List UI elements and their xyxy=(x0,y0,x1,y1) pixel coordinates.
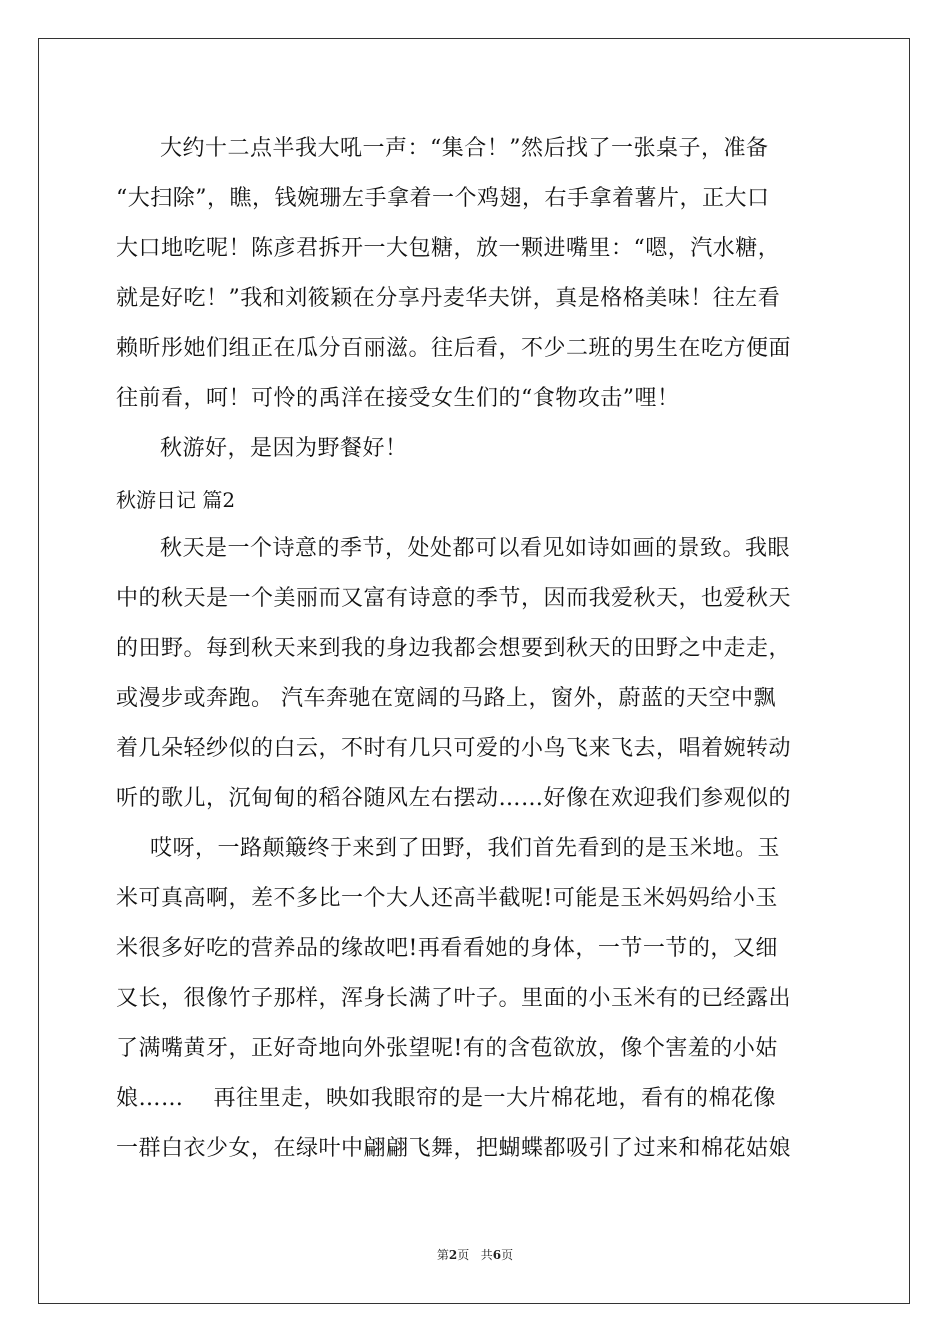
page-prefix: 第 xyxy=(436,1248,449,1262)
text-line: 往前看，呵！可怜的禹洋在接受女生们的“食物攻击”哩！ xyxy=(116,386,680,411)
text-line: 着几朵轻纱似的白云，不时有几只可爱的小鸟飞来飞去，唱着婉转动 xyxy=(116,736,792,761)
page-suffix: 页 xyxy=(457,1248,470,1262)
text-line: 大约十二点半我大吼一声：“集合！”然后找了一张桌子，准备 xyxy=(160,136,769,161)
text-line: 米可真高啊，差不多比一个大人还高半截呢!可能是玉米妈妈给小玉 xyxy=(116,886,778,911)
text-line: 大口地吃呢！陈彦君拆开一大包糖，放一颗进嘴里：“嗯，汽水糖， xyxy=(116,236,781,261)
text-line: 娘…… 再往里走，映如我眼帘的是一大片棉花地，看有的棉花像 xyxy=(116,1086,776,1111)
total-prefix: 共 xyxy=(480,1248,493,1262)
page-footer xyxy=(0,1247,950,1263)
total-suffix: 页 xyxy=(501,1248,514,1262)
text-line: “大扫除”，瞧，钱婉珊左手拿着一个鸡翅，右手拿着薯片，正大口 xyxy=(116,186,770,211)
text-line: 秋天是一个诗意的季节，处处都可以看见如诗如画的景致。我眼 xyxy=(160,536,791,561)
text-line: 秋游好，是因为野餐好！ xyxy=(160,436,408,461)
text-line: 又长，很像竹子那样，浑身长满了叶子。里面的小玉米有的已经露出 xyxy=(116,986,792,1011)
text-line: 赖昕彤她们组正在瓜分百丽滋。往后看，不少二班的男生在吃方便面 xyxy=(116,336,792,361)
total-pages: 6 xyxy=(492,1248,502,1262)
text-line: 米很多好吃的营养品的缘故吧!再看看她的身体，一节一节的，又细 xyxy=(116,936,778,961)
page-number: 2 xyxy=(448,1248,458,1262)
text-line: 或漫步或奔跑。 汽车奔驰在宽阔的马路上，窗外，蔚蓝的天空中飘 xyxy=(116,686,776,711)
page-border xyxy=(38,38,910,1304)
text-line: 就是好吃！”我和刘筱颖在分享丹麦华夫饼，真是格格美味！往左看 xyxy=(116,286,781,311)
text-line: 听的歌儿，沉甸甸的稻谷随风左右摆动……好像在欢迎我们参观似的 xyxy=(116,786,792,811)
text-line: 的田野。每到秋天来到我的身边我都会想要到秋天的田野之中走走， xyxy=(116,636,792,661)
text-line: 中的秋天是一个美丽而又富有诗意的季节，因而我爱秋天，也爱秋天 xyxy=(116,586,792,611)
text-line: 了满嘴黄牙，正好奇地向外张望呢!有的含苞欲放，像个害羞的小姑 xyxy=(116,1036,778,1061)
section-heading: 秋游日记 篇2 xyxy=(116,488,236,512)
text-line: 一群白衣少女，在绿叶中翩翩飞舞，把蝴蝶都吸引了过来和棉花姑娘 xyxy=(116,1136,792,1161)
text-line: 哎呀，一路颠簸终于来到了田野，我们首先看到的是玉米地。玉 xyxy=(150,836,781,861)
